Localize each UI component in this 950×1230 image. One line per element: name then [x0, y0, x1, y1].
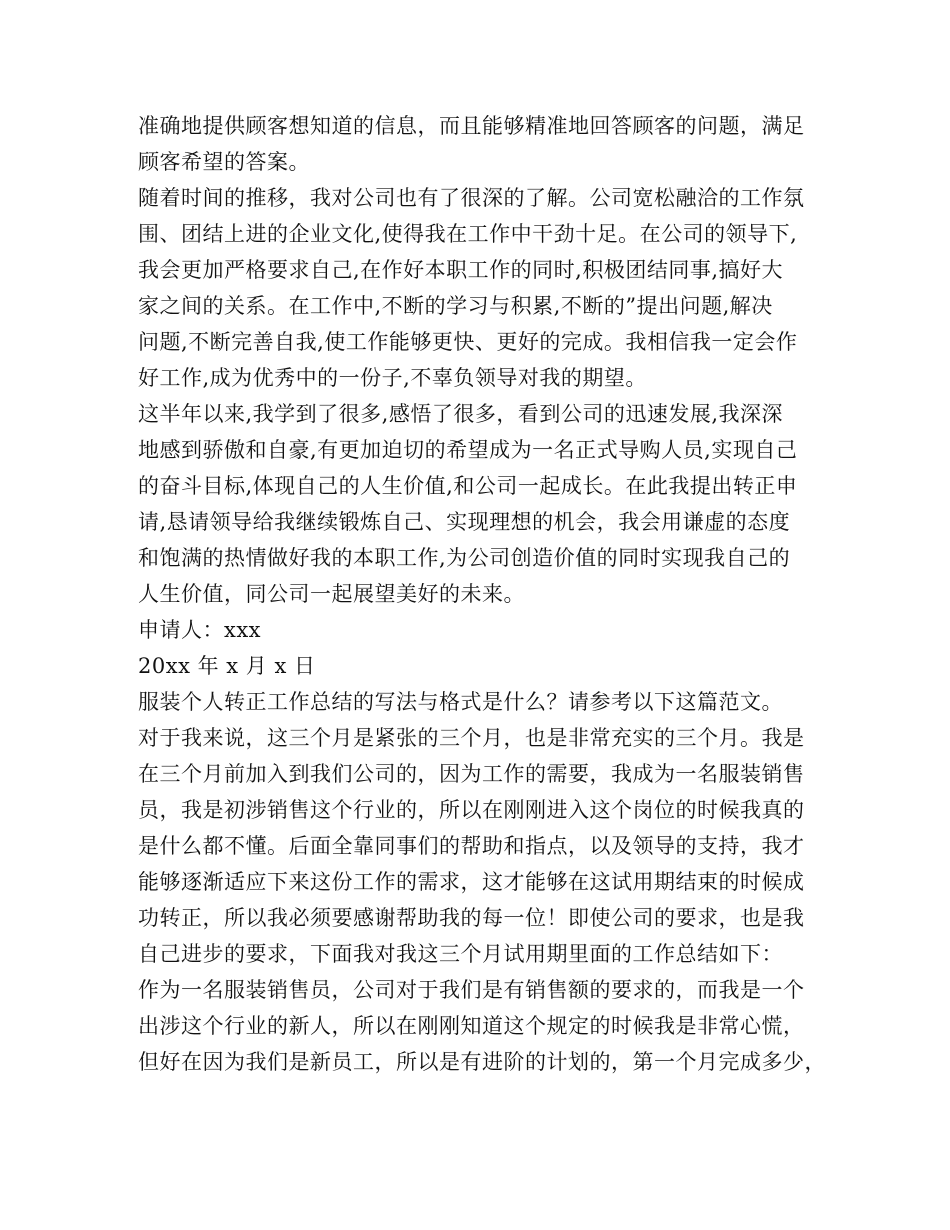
text-line: 自己进步的要求，下面我对我这三个月试用期里面的工作总结如下：	[138, 942, 783, 966]
document-body	[138, 108, 826, 1080]
text-line: 随着时间的推移，我对公司也有了很深的了解。公司宽松融洽的工作氛	[138, 186, 805, 210]
text-line: 围、团结上进的企业文化,使得我在工作中干劲十足。在公司的领导下,	[138, 222, 798, 246]
text-line: 家之间的关系。在工作中,不断的学习与积累,不断的”提出问题,解决	[138, 294, 773, 318]
text-line: 服装个人转正工作总结的写法与格式是什么？请参考以下这篇范文。	[138, 690, 783, 714]
text-line: 功转正，所以我必须要感谢帮助我的每一位！即使公司的要求，也是我	[138, 906, 805, 930]
text-line: 是什么都不懂。后面全靠同事们的帮助和指点，以及领导的支持，我才	[138, 834, 805, 858]
text-line: 我会更加严格要求自己,在作好本职工作的同时,积极团结同事,搞好大	[138, 258, 784, 282]
applicant-line: 申请人：xxx	[138, 618, 262, 642]
text-line: 问题,不断完善自我,使工作能够更快、更好的完成。我相信我一定会作	[138, 330, 798, 354]
text-line: 人生价值，同公司一起展望美好的未来。	[138, 582, 525, 606]
text-line: 出涉这个行业的新人，所以在刚刚知道这个规定的时候我是非常心慌，	[138, 1014, 805, 1038]
text-line: 准确地提供顾客想知道的信息，而且能够精准地回答顾客的问题，满足	[138, 114, 805, 138]
date-line: 20xx 年 x 月 x 日	[138, 654, 316, 678]
text-line: 员，我是初涉销售这个行业的，所以在刚刚进入这个岗位的时候我真的	[138, 798, 805, 822]
text-line: 作为一名服装销售员，公司对于我们是有销售额的要求的，而我是一个	[138, 978, 805, 1002]
text-line: 好工作,成为优秀中的一份子,不辜负领导对我的期望。	[138, 366, 647, 390]
text-line: 和饱满的热情做好我的本职工作,为公司创造价值的同时实现我自己的	[138, 546, 791, 570]
text-line: 地感到骄傲和自豪,有更加迫切的希望成为一名正式导购人员,实现自己	[138, 438, 798, 462]
text-line: 请,恳请领导给我继续锻炼自己、实现理想的机会，我会用谦虚的态度	[138, 510, 791, 534]
text-line: 顾客希望的答案。	[138, 150, 310, 174]
text-line: 能够逐渐适应下来这份工作的需求，这才能够在这试用期结束的时候成	[138, 870, 805, 894]
text-line: 对于我来说，这三个月是紧张的三个月，也是非常充实的三个月。我是	[138, 726, 805, 750]
text-line: 这半年以来,我学到了很多,感悟了很多，看到公司的迅速发展,我深深	[138, 402, 784, 426]
text-line: 但好在因为我们是新员工，所以是有进阶的计划的，第一个月完成多少，	[138, 1050, 826, 1074]
text-line: 的奋斗目标,体现自己的人生价值,和公司一起成长。在此我提出转正申	[138, 474, 798, 498]
text-line: 在三个月前加入到我们公司的，因为工作的需要，我成为一名服装销售	[138, 762, 805, 786]
